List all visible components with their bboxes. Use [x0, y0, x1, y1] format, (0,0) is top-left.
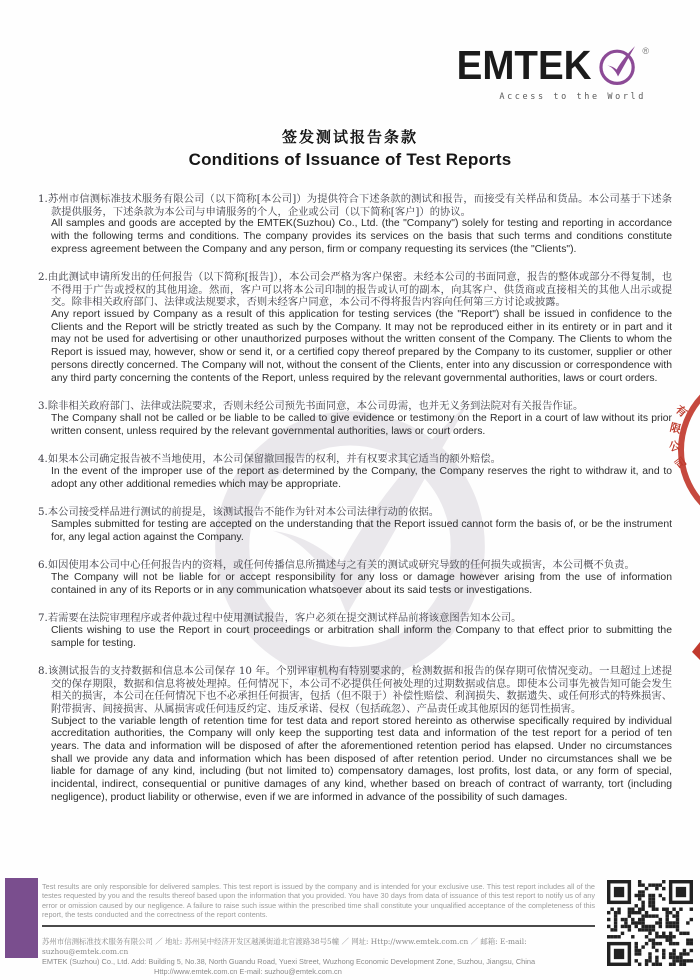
company-info-contact: Http://www.emtek.com.cn E-mail: suzhou@emtek.com.cn: [154, 966, 342, 976]
seal-character: 司: [672, 454, 690, 472]
clause-number: 1.: [38, 193, 48, 205]
clause-text-cn: 7.若需要在法院审理程序或者仲裁过程中使用测试报告，客户必须在提交测试样品前将该意图告知本公司。: [38, 612, 522, 625]
clause-number: 2.: [38, 271, 48, 284]
clause-text-en: Clients wishing to use the Report in court proceedings or arbitration shall inform the Company to that effect prior to submitting the sample for testing.: [51, 624, 672, 649]
clause-text-cn: 4.如果本公司确定报告被不当地使用，本公司保留撤回报告的权利，并有权要求其它适当的额外赔偿。: [38, 453, 501, 466]
clause-number: 4.: [38, 453, 48, 466]
footer-disclaimer: Test results are only responsible for delivered samples. This test report is issued by the company and is intended for your exclusive use. This test report includes all of the testes requested by you and the results thereof based upon the information that you provided. You have 30 days from data of issuance of this test report to notify us of any error or omission caused by our negligence. A failure to raise such issue within the prescribed time shall constitute your unqualified acceptance of the completeness of this report, the tests conducted and the correctness of the report contents.: [42, 882, 595, 920]
clause-text-en: Samples submitted for testing are accepted on the understanding that the Report issued cannot form the basis of, or be the instrument for, any legal action against the Company.: [51, 518, 672, 543]
clause-number: 6.: [38, 559, 48, 572]
clause-number: 7.: [38, 612, 48, 625]
clause-text-en: The Company will not be liable for or accept responsibility for any loss or damage however arising from the use of information contained in any of its Reports or in any communication whatsoever about its said tests or investigations.: [51, 571, 672, 596]
clause-text-cn: 1.苏州市信测标准技术服务有限公司（以下简称[本公司]）为提供符合下述条款的测试和报告，而接受有关样品和货品。本公司基于下述条款提供服务，下述条款为本公司与申请服务的个人，企业或公司（以下简称[客户]）的协议。: [38, 193, 672, 218]
clause-text-en: Subject to the variable length of retention time for test data and report stored hereinto as otherwise specifically required by individual accreditation authorities, the Company will only keep the supporting test data and information of the test report for a period of ten years. The data and information will be disposed of after the aforementioned retention period has elapsed. Under no circumstances shall we provide any data and information which has been disposed of after retention period. Under no circumstances shall we be liable for damage of any kind, including (but not limited to) compensatory damages, lost profits, lost data, or any form of special, incidental, indirect, consequential or punitive damages of any kind, whether based on breach of contract of warranty, tort (including negligence), product liability or otherwise, even if we are informed in advance of the possibility of such damages.: [51, 715, 672, 803]
company-info-en: EMTEK (Suzhou) Co., Ltd. Add: Building 5, No.38, North Guandu Road, Yuexi Street, Wuzhong Economic Development Zone, Suzhou, Jiangsu, China: [42, 956, 536, 966]
clause-text-cn: 2.由此测试申请所发出的任何报告（以下简称[报告]），本公司会严格为客户保密。未经本公司的书面同意，报告的整体或部分不得复制，也不得用于广告或授权的其他用途。然而，客户可以将本公司印制的报告或认可的副本，向其客户、供货商或直接相关的其他人出示或提交。除非相关政府部门、法律或法规要求，否则未经客户同意，本公司不得将报告内容向任何第三方讨论或披露。: [38, 271, 672, 309]
footer: [42, 882, 595, 977]
clause-text-en: All samples and goods are accepted by the EMTEK(Suzhou) Co., Ltd. (the "Company") solely for testing and reporting in accordance with the following terms and conditions. The company provides its services on the basis that such terms and conditions constitute express agreement between the Company and any person, firm or company requesting its services (the "Clients").: [51, 218, 672, 255]
clause-item-5: [38, 506, 672, 544]
clause-text-en: The Company shall not be called or be liable to be called to give evidence or testimony on the Report in a court of law without its prior written consent, unless required by the relevant governmental authorities, laws or court orders.: [51, 412, 672, 437]
clause-item-1: [38, 193, 672, 256]
emtek-check-ring-icon: [595, 42, 641, 88]
clause-number: 8.: [38, 665, 48, 678]
seal-character: 公: [667, 438, 682, 454]
page-title-cn: 签发测试报告条款: [281, 128, 418, 146]
clause-item-4: [38, 453, 672, 491]
company-info-cn: 苏州市信测标准技术服务有限公司 ／ 地址: 苏州吴中经济开发区越溪街道北官渡路38号5幢 ／ 网址: Http://www.emtek.com.cn ／ 邮箱: E-mail: suzhou@emtek.com.cn: [42, 936, 527, 956]
page-title-en: Conditions of Issuance of Test Reports: [188, 150, 512, 169]
document-title-block: [0, 126, 700, 170]
clauses-list: [38, 193, 672, 820]
logo-tagline: Access to the World: [499, 92, 646, 102]
header-logo: [448, 42, 648, 102]
clause-text-cn: 5.本公司接受样品进行测试的前提是，该测试报告不能作为针对本公司法律行动的依据。: [38, 506, 440, 519]
clause-item-7: [38, 612, 672, 650]
footer-purple-block: [5, 878, 38, 958]
seal-character: 限: [668, 420, 683, 437]
clause-number: 3.: [38, 400, 48, 413]
clause-text-en: Any report issued by Company as a result of this application for testing services (the "Report") shall be issued in confidence to the Clients and the Report will be strictly treated as such by the Company. It may not be reproduced either in its entirety or in part and it may not be used for advertising or other unauthorized purposes without the written consent of the Company. The Clients to whom the Report is issued may, however, show or send it, or a certified copy thereof prepared by the Company to its customer, supplier or other persons directly concerned. The Company will not, without the consent of the Clients, enter into any discussion or correspondence with any third party concerning the contents of the Report, unless required by the relevant governmental authorities, laws or court orders.: [51, 309, 672, 384]
clause-item-8: [38, 665, 672, 804]
red-stamp-fragment: [692, 642, 700, 660]
clause-item-6: [38, 559, 672, 597]
clause-text-cn: 6.如因使用本公司中心任何报告内的资料，或任何传播信息所描述与之有关的测试或研究导致的任何损失或损害，本公司概不负责。: [38, 559, 635, 572]
clause-text-cn: 3.除非相关政府部门、法律或法院要求，否则未经公司预先书面同意，本公司毋需，也并无义务到法院对有关报告作证。: [38, 400, 584, 413]
registered-trademark-symbol: ®: [642, 46, 649, 56]
company-seal-stamp: [678, 369, 700, 531]
clause-item-3: [38, 400, 672, 438]
clause-item-2: [38, 271, 672, 385]
qr-code: [607, 880, 693, 966]
footer-divider: [42, 925, 595, 927]
clause-number: 5.: [38, 506, 48, 519]
clause-text-en: In the event of the improper use of the report as determined by the Company, the Company reserves the right to withdraw it, and to adopt any other additional remedies which may be appropriate.: [51, 465, 672, 490]
clause-text-cn: 8.该测试报告的支持数据和信息本公司保存 10 年。个别评审机构有特别要求的，检测数据和报告的保存期可依情况变动。一旦超过上述提交的保存期限，数据和信息将被处理掉。任何情况下，本公司不必提供任何被处理的过期数据或信息。即使本公司事先被告知可能会发生相关的损害，本公司在任何情况下也不必承担任何损害，包括（但不限于）补偿性赔偿、利润损失、数据遗失、或任何形式的特殊损害、附带损害、间接损害、从属损害或任何违反约定、违反承诺、侵权（包括疏忽）、产品责任或其他原因的惩罚性损害。: [38, 665, 672, 716]
logo-wordmark: EMTEK: [456, 41, 592, 88]
seal-character: 有: [672, 402, 690, 420]
